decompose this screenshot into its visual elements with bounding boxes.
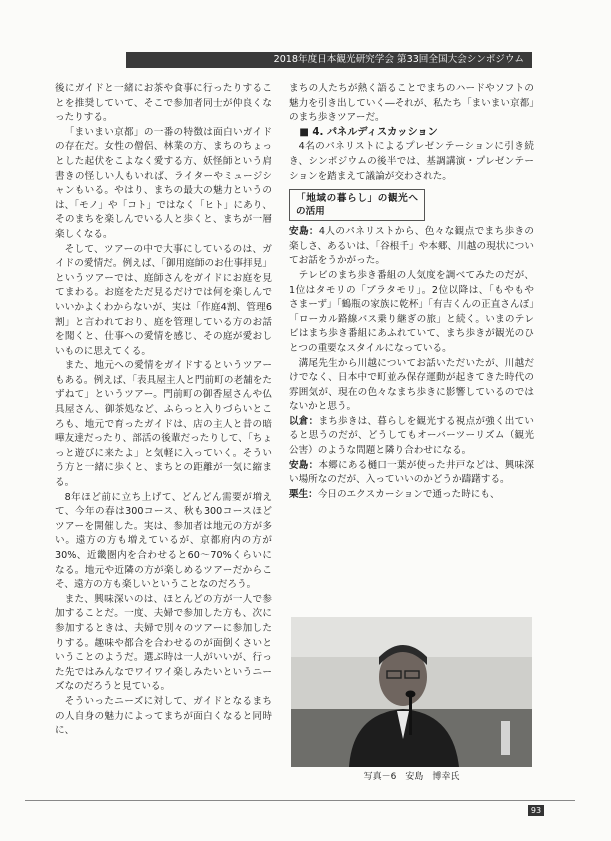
photo-illustration	[291, 617, 532, 767]
paragraph: そして、ツアーの中で大事にしているのは、ガイドの愛情だ。例えば、「御用庭師のお仕事拝見」というツアーでは、庭師さんをガイドにお庭を見てまわる。お庭をただ見るだけでは何を楽しんでいいかよくわからないが、実は「作庭4割、管理6割」と言われており、庭を管理している方のお話を聞くと、仕事への愛情を感じ、その庭が愛おしいものに思えてくる。	[55, 243, 272, 357]
dialogue-paragraph	[289, 357, 534, 415]
dialogue-text: 4人のパネリストから、色々な観点でまち歩きの楽しさ、あるいは、「谷根千」や本郷、川越の現状についてお話をうかがった。	[289, 226, 534, 267]
page-header-banner	[126, 52, 532, 68]
header-title: 2018年度日本観光研究学会 第33回全国大会シンポジウム	[273, 54, 524, 65]
paragraph: 8年ほど前に立ち上げて、どんどん需要が増えて、今年の春は300コース、秋も300コースほどツアーを開催した。実は、参加者は地元の方が多い。遠方の方も増えているが、京都府内の方が30%、近畿圏内を合わせると60～70%くらいになる。地元や近隣の方が楽しめるツアーだからこそ、遠方の方も楽しいということなのだろう。	[55, 491, 272, 591]
dialogue-text: 本郷にある樋口一葉が使った井戸などは、興味深い場所なのだが、入っていいのかどうか躊躇する。	[289, 459, 535, 486]
paragraph: また、地元への愛情をガイドするというツアーもある。例えば、「表具屋主人と門前町の老舗をたずねて」というツアー。門前町の御香屋さんや仏具屋さん、御茶処など、ふらっと入りづらいところも、地元で育ったガイドは、店の主人と昔の暗嘩友達だったり、部活の後輩だったりして、「ちょっと遊びに来たよ」と気軽に入っていく。そういう方と一緒に歩くと、まちとの距離が一気に縮まる。	[55, 360, 272, 489]
dialogue-text: 溝尾先生から川越についてお話いただいたが、川越だけでなく、日本中で町並み保存運動が起きてきた時代の雰囲気が、現在の色々なまち歩きに影響しているのではないかと思う。	[289, 357, 534, 413]
left-column	[55, 82, 272, 739]
paragraph: そういったニーズに対して、ガイドとなるまちの人自身の魅力によってまちが面白くなると同時に、	[55, 695, 272, 737]
dialogue-text: テレビのまち歩き番組の人気度を調べてみたのだが、1位はタモリの「ブラタモリ」。2位以降は、「もやもや さまーず」「鶴瓶の家族に乾杯」「有吉くんの正直さんぽ」「ローカル路線バス乗り継ぎの旅」と続く。いまのテレビはまち歩き番組にあふれていて、まち歩きが観光のひとつの重要なスタイルになっている。	[289, 269, 534, 354]
speaker-label: 安島：	[289, 459, 319, 471]
photo-caption: 写真－6 安島 博幸氏	[363, 772, 460, 782]
speaker-label: 安島：	[289, 226, 319, 238]
dialogue-paragraph	[289, 415, 534, 459]
subsection-heading: 「地域の暮らし」の観光への活用	[289, 189, 425, 221]
paragraph: 後にガイドと一緒にお茶や食事に行ったりすることを推奨していて、そこで参加者同士が仲良くなったりする。	[55, 83, 272, 124]
dialogue-paragraph	[289, 225, 534, 269]
paragraph: まちの人たちが熱く語ることでまちのハードやソフトの魅力を引き出していく―それが、私たち「まいまい京都」のまち歩きツアーだ。	[289, 83, 534, 124]
paragraph: また、興味深いのは、ほとんどの方が一人で参加することだ。一度、夫婦で参加した方も、次に参加するときは、夫婦で別々のツアーに参加したりする。趣味や都合を合わせるのが面倒くさいということのようだ。選ぶ時は一人がいいが、行った先ではみんなでワイワイ楽しみたいというニーズなのだろうと見ている。	[55, 593, 272, 693]
dialogue-paragraph	[289, 488, 534, 503]
section-heading: ■ 4. パネルディスカッション	[299, 126, 438, 138]
dialogue-text: まち歩きは、暮らしを観光する視点が強く出ていると思うのだが、どうしてもオーバーツーリズム（観光公害）のような問題と隣り合わせになる。	[289, 415, 535, 457]
paragraph: 「まいまい京都」の一番の特徴は面白いガイドの存在だ。女性の僧侶、林業の方、まちのちょっとした起伏をこよなく愛する方、妖怪師という肩書きの怪しい人もいれば、ライターやミュージシャンもいる。やはり、まちの最大の魅力というのは、「モノ」や「コト」ではなく「ヒト」にあり、そのまちを楽しんでいる人と歩くと、まちが一層楽しくなる。	[55, 126, 272, 240]
speaker-label: 以倉：	[289, 415, 319, 427]
dialogue-text: 今日のエクスカーションで通った時にも、	[317, 488, 500, 500]
speaker-label: 栗生：	[289, 488, 318, 500]
dialogue-paragraph	[289, 459, 534, 488]
paragraph: 4名のパネリストによるプレゼンテーションに引き続き、シンポジウムの後半では、基調講演・プレゼンテーションを踏まえて議論が交わされた。	[289, 141, 534, 182]
footer-rule	[25, 800, 575, 801]
page-number: 93	[528, 805, 544, 816]
right-column	[289, 82, 534, 502]
dialogue-paragraph	[289, 269, 534, 357]
speaker-photo	[291, 617, 532, 767]
